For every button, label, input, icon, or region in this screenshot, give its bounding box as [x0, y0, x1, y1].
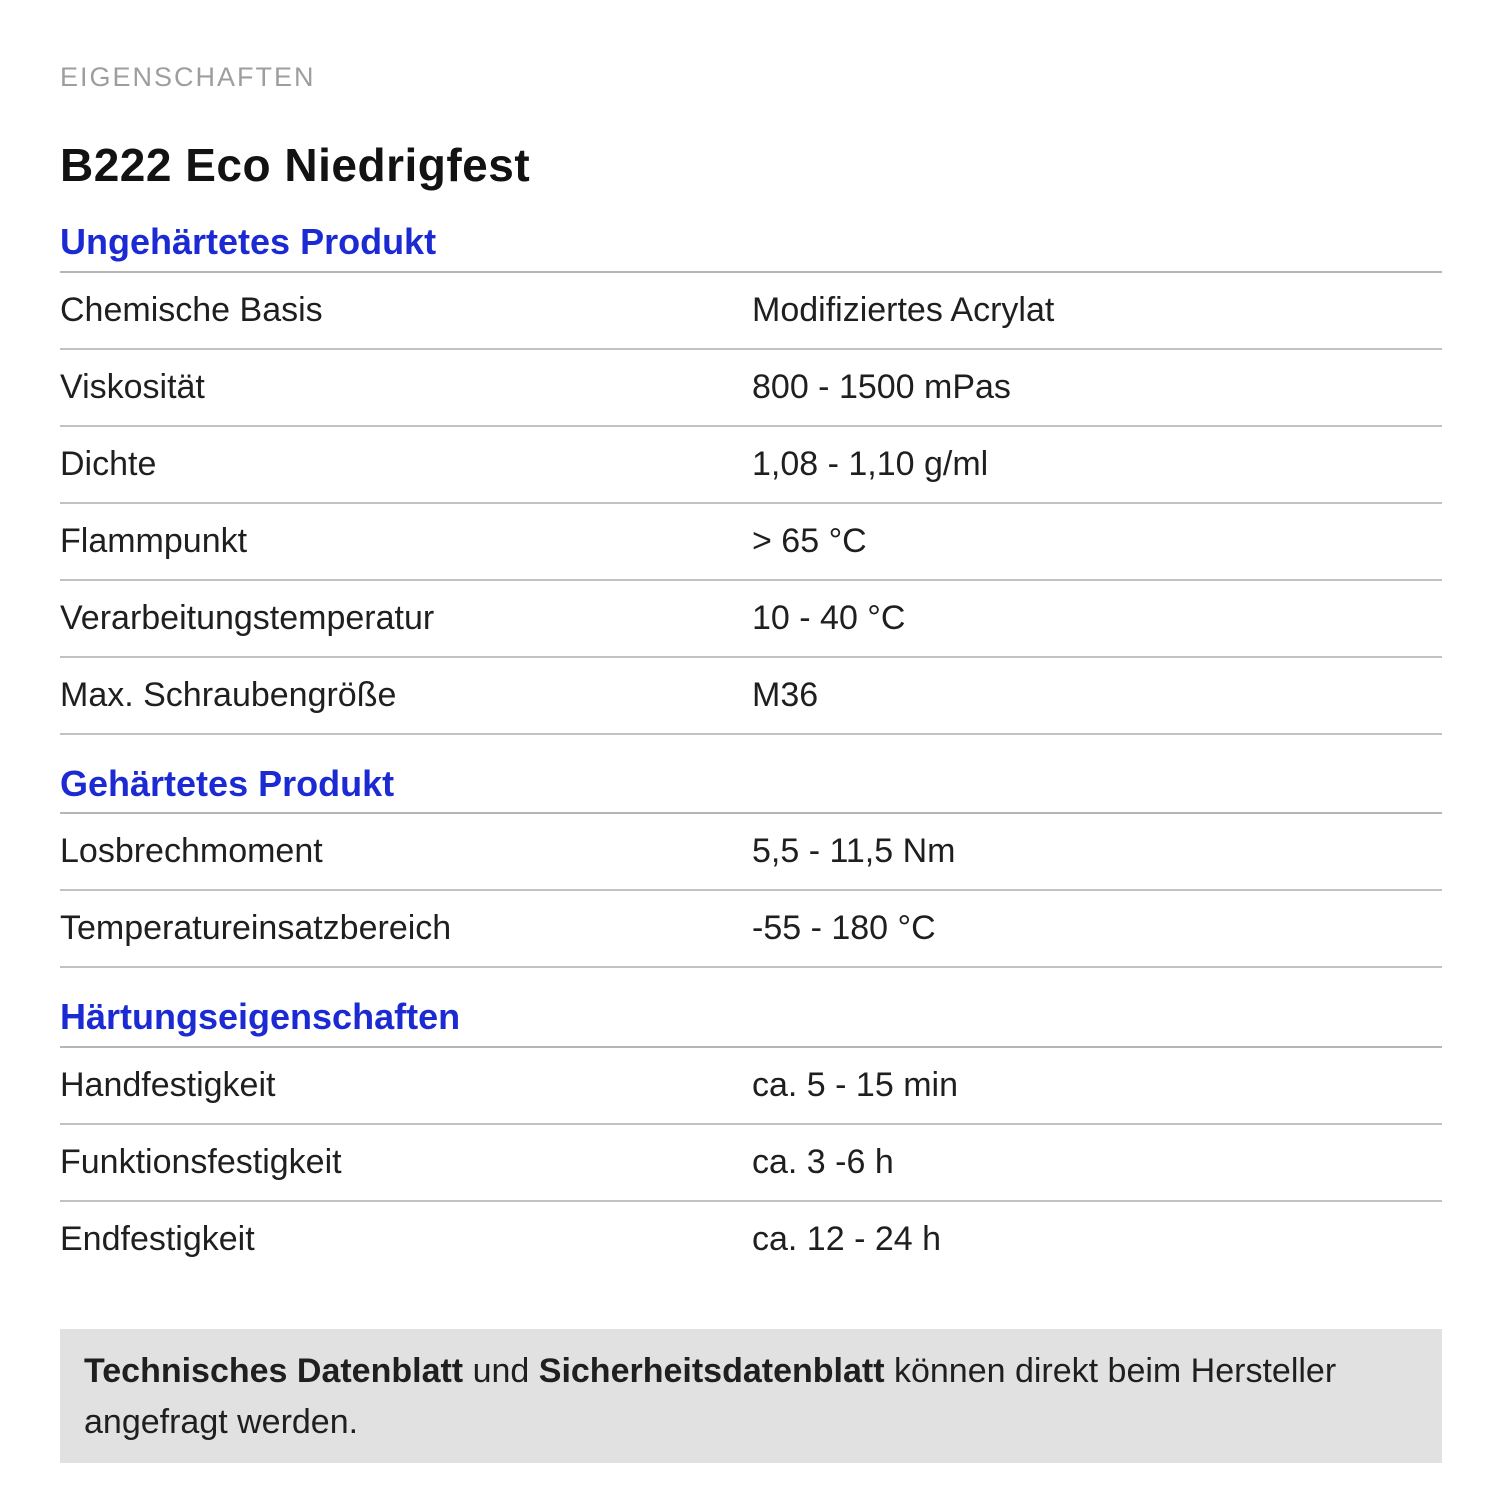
spec-value: ca. 5 - 15 min — [752, 1066, 958, 1105]
footer-note-and: und — [463, 1352, 539, 1391]
spec-value: 10 - 40 °C — [752, 598, 906, 637]
spec-label: Endfestigkeit — [60, 1220, 255, 1259]
spec-row — [60, 350, 1442, 427]
footer-note — [60, 1329, 1442, 1463]
section-uncured-product — [60, 220, 1442, 735]
spec-value: -55 - 180 °C — [752, 909, 936, 948]
footer-note-bold-safety: Sicherheitsdatenblatt — [538, 1352, 885, 1391]
spec-row — [60, 814, 1442, 891]
spec-label: Max. Schraubengröße — [60, 675, 397, 714]
spec-value: 1,08 - 1,10 g/ml — [752, 444, 989, 483]
spec-value: ca. 3 -6 h — [752, 1143, 894, 1182]
spec-label: Viskosität — [60, 367, 205, 406]
spec-label: Verarbeitungstemperatur — [60, 598, 435, 637]
spec-row — [60, 1048, 1442, 1125]
spec-value: 5,5 - 11,5 Nm — [752, 832, 956, 871]
section-cured-product — [60, 762, 1442, 969]
spec-label: Chemische Basis — [60, 290, 323, 329]
footer-note-bold-technical: Technisches Datenblatt — [84, 1352, 464, 1391]
spec-row — [60, 273, 1442, 350]
spec-row — [60, 581, 1442, 658]
kicker: EIGENSCHAFTEN — [60, 62, 316, 92]
spec-row — [60, 427, 1442, 504]
footer-note-rest: können direkt beim Hersteller angefragt werden. — [84, 1352, 1337, 1442]
section-curing-properties — [60, 998, 1442, 1277]
section-heading: Ungehärtetes Produkt — [60, 223, 1442, 273]
section-heading: Härtungseigenschaften — [60, 998, 1442, 1048]
spec-row — [60, 891, 1442, 968]
spec-label: Temperatureinsatzbereich — [60, 909, 452, 948]
spec-row — [60, 658, 1442, 735]
spec-value: > 65 °C — [752, 521, 867, 560]
spec-value: Modifiziertes Acrylat — [752, 290, 1055, 329]
page-title: B222 Eco Niedrigfest — [60, 139, 531, 191]
spec-row — [60, 1202, 1442, 1277]
spec-row — [60, 1125, 1442, 1202]
spec-label: Funktionsfestigkeit — [60, 1143, 342, 1182]
spec-label: Handfestigkeit — [60, 1066, 276, 1105]
spec-label: Dichte — [60, 444, 157, 483]
spec-label: Losbrechmoment — [60, 832, 323, 871]
spec-label: Flammpunkt — [60, 521, 248, 560]
spec-value: 800 - 1500 mPas — [752, 367, 1011, 406]
spec-row — [60, 504, 1442, 581]
section-heading: Gehärtetes Produkt — [60, 765, 1442, 815]
spec-value: M36 — [752, 675, 819, 714]
spec-value: ca. 12 - 24 h — [752, 1220, 942, 1259]
